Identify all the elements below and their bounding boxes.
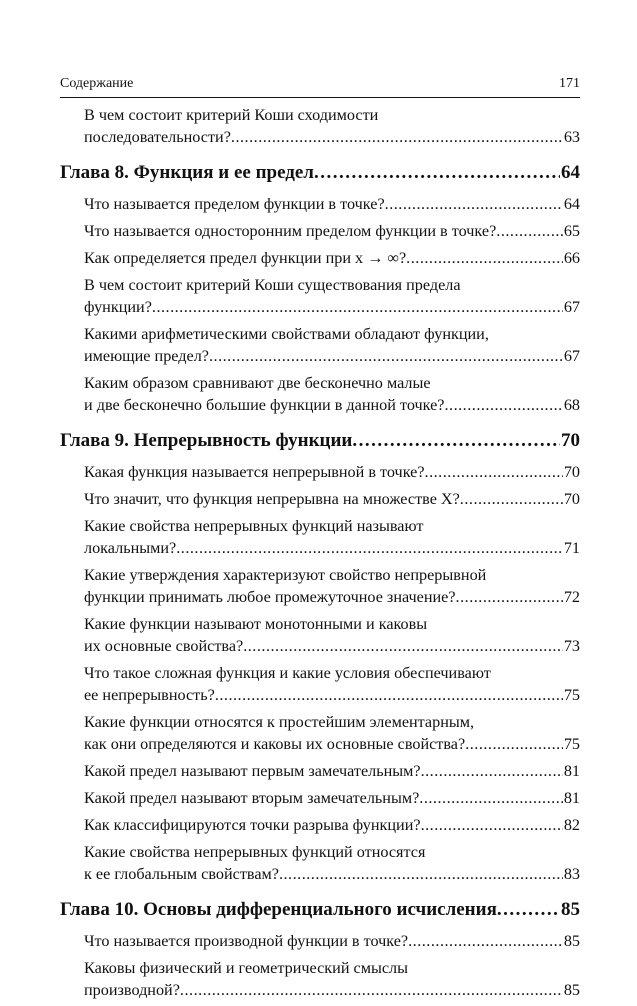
dot-leader <box>421 760 563 782</box>
toc-entry <box>60 564 580 608</box>
toc-entry <box>60 274 580 318</box>
entry-page-number: 64 <box>563 195 580 213</box>
dot-leader <box>209 345 563 367</box>
entry-text-line: Каким образом сравнивают две бесконечно малые <box>84 374 431 392</box>
entry-text-line: производной? <box>84 981 180 999</box>
toc-entry <box>60 104 580 148</box>
entry-text-line: Какие свойства непрерывных функций относятся <box>84 843 426 861</box>
entry-text-line: Как определяется предел функции при x → ∞? <box>84 249 407 267</box>
dot-leader <box>419 787 563 809</box>
entry-page-number: 75 <box>563 735 580 753</box>
toc-entry <box>60 841 580 885</box>
dot-leader <box>425 461 563 483</box>
entry-text-line: Какие функции относятся к простейшим элементарным, <box>84 713 475 731</box>
chapter-page-number: 70 <box>561 430 580 451</box>
header-page-number: 171 <box>559 76 580 91</box>
toc-entry <box>60 957 580 1001</box>
entry-text-line: Какие утверждения характеризуют свойство непрерывной <box>84 566 487 584</box>
toc-entry <box>60 461 580 483</box>
entry-text-line: Какая функция называется непрерывной в точке? <box>84 463 425 481</box>
entry-text-line: Какие функции называют монотонными и каковы <box>84 615 428 633</box>
dot-leader <box>497 897 560 923</box>
entry-text-line: Что называется производной функции в точке? <box>84 932 409 950</box>
entry-text-line: как они определяются и каковы их основные свойства? <box>84 735 466 753</box>
entry-text-line: Как классифицируются точки разрыва функции? <box>84 816 421 834</box>
dot-leader <box>421 814 563 836</box>
chapter-title: Глава 8. Функция и ее предел <box>60 162 314 183</box>
entry-text-line: функции принимать любое промежуточное значение? <box>84 588 456 606</box>
entry-text-line: Какими арифметическими свойствами обладают функции, <box>84 325 489 343</box>
toc-entry <box>60 372 580 416</box>
chapter-title: Глава 10. Основы дифференциального исчисления <box>60 899 497 920</box>
entry-page-number: 81 <box>563 789 580 807</box>
entry-text-line: к ее глобальным свойствам? <box>84 865 279 883</box>
toc-entry <box>60 193 580 215</box>
dot-leader <box>243 635 563 657</box>
dot-leader <box>279 863 563 885</box>
entry-text-line: Какой предел называют первым замечательным? <box>84 762 421 780</box>
entry-page-number: 73 <box>563 637 580 655</box>
dot-leader <box>231 126 563 148</box>
entry-text-line: Что называется пределом функции в точке? <box>84 195 385 213</box>
entry-text-line: В чем состоит критерий Коши сходимости <box>84 106 379 124</box>
dot-leader <box>176 537 563 559</box>
running-header <box>60 76 580 92</box>
entry-text-line: функции? <box>84 298 152 316</box>
chapter-heading <box>60 428 580 454</box>
entry-page-number: 82 <box>563 816 580 834</box>
entry-text-line: ее непрерывность? <box>84 686 215 704</box>
entry-text-line: их основные свойства? <box>84 637 244 655</box>
dot-leader <box>215 684 563 706</box>
entry-page-number: 71 <box>563 539 580 557</box>
entry-text-line: В чем состоит критерий Коши существования предела <box>84 276 461 294</box>
toc-entry <box>60 613 580 657</box>
chapter-heading <box>60 897 580 923</box>
entry-text-line: Что называется односторонним пределом функции в точке? <box>84 222 497 240</box>
toc-entry <box>60 760 580 782</box>
entry-page-number: 85 <box>563 981 580 999</box>
dot-leader <box>444 394 562 416</box>
dot-leader <box>314 160 560 186</box>
entry-text-line: последовательности? <box>84 128 231 146</box>
toc-entry <box>60 323 580 367</box>
dot-leader <box>496 220 563 242</box>
toc-entry <box>60 711 580 755</box>
entry-text-line: и две бесконечно большие функции в данной точке? <box>84 396 445 414</box>
entry-text-line: Что такое сложная функция и какие условия обеспечивают <box>84 664 491 682</box>
entry-text-line: Что значит, что функция непрерывна на множестве X? <box>84 490 460 508</box>
toc-entry <box>60 662 580 706</box>
dot-leader <box>385 193 563 215</box>
entry-text-line: Каковы физический и геометрический смыслы <box>84 959 408 977</box>
dot-leader <box>152 296 563 318</box>
entry-text-line: Какие свойства непрерывных функций называют <box>84 517 424 535</box>
toc-entry <box>60 220 580 242</box>
entry-page-number: 83 <box>563 865 580 883</box>
dot-leader <box>456 586 563 608</box>
toc-entry <box>60 930 580 952</box>
toc-entry <box>60 247 580 269</box>
entry-page-number: 75 <box>563 686 580 704</box>
entry-page-number: 70 <box>563 490 580 508</box>
chapter-page-number: 85 <box>561 899 580 920</box>
dot-leader <box>408 930 563 952</box>
entry-page-number: 63 <box>563 128 580 146</box>
chapter-heading <box>60 160 580 186</box>
entry-page-number: 67 <box>563 347 580 365</box>
entry-page-number: 70 <box>563 463 580 481</box>
toc-entry <box>60 515 580 559</box>
entry-page-number: 72 <box>563 588 580 606</box>
entry-page-number: 67 <box>563 298 580 316</box>
toc-entry <box>60 488 580 510</box>
dot-leader <box>406 247 563 269</box>
toc-entry <box>60 814 580 836</box>
chapter-title: Глава 9. Непрерывность функции <box>60 430 353 451</box>
toc-entry <box>60 787 580 809</box>
dot-leader <box>465 733 563 755</box>
entry-page-number: 65 <box>563 222 580 240</box>
dot-leader <box>460 488 563 510</box>
dot-leader <box>352 428 560 454</box>
entry-text-line: имеющие предел? <box>84 347 209 365</box>
table-of-contents <box>60 104 580 1006</box>
entry-page-number: 68 <box>563 396 580 414</box>
dot-leader <box>180 979 563 1001</box>
entry-text-line: локальными? <box>84 539 177 557</box>
entry-text-line: Какой предел называют вторым замечательным? <box>84 789 420 807</box>
header-rule <box>60 97 580 98</box>
header-title: Содержание <box>60 76 134 91</box>
entry-page-number: 85 <box>563 932 580 950</box>
entry-page-number: 66 <box>563 249 580 267</box>
entry-page-number: 81 <box>563 762 580 780</box>
chapter-page-number: 64 <box>561 162 580 183</box>
